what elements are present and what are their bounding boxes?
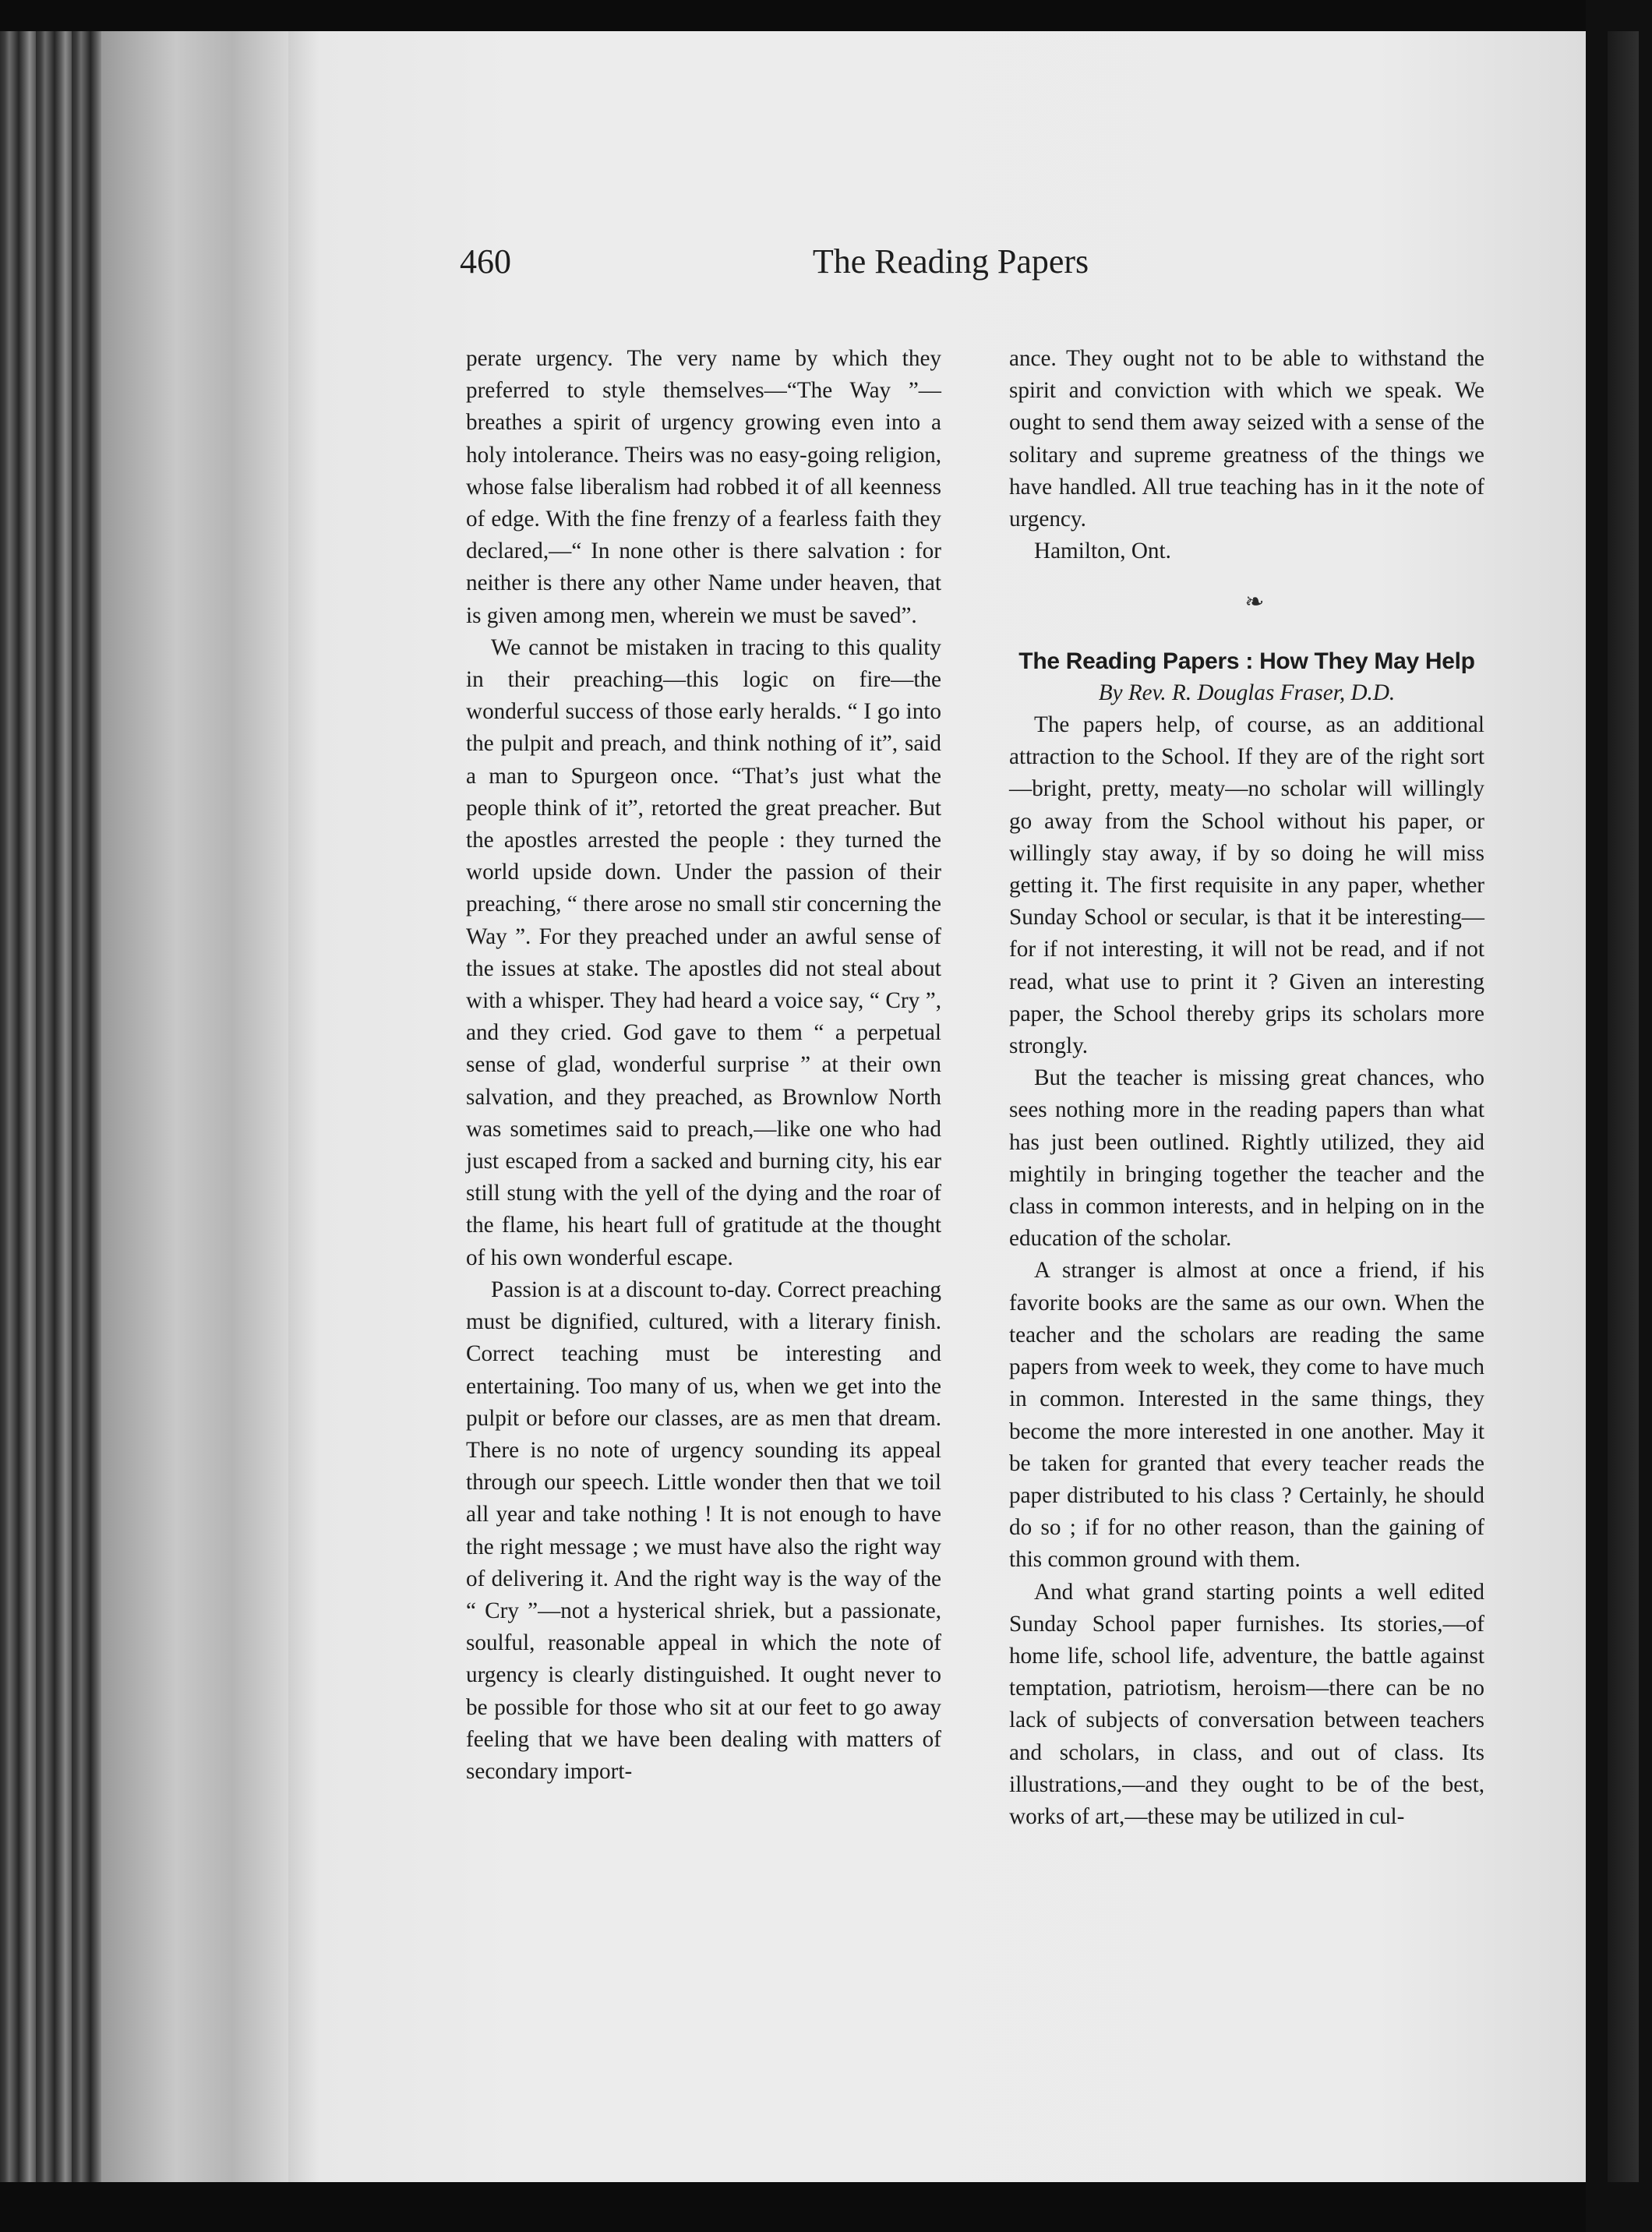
page-header	[460, 242, 1442, 296]
paragraph: Passion is at a discount to-day. Correct preaching must be dignified, cultured, with a literary finish. Correct teaching must be interesting and entertaining. Too many of us, when we get into the pulpit or before our classes, are as men that dream. There is no note of urgency sounding its appeal through our speech. Little wonder then that we toil all year and take nothing ! It is not enough to have the right message ; we must have also the right way of delivering it. And the right way is the way of the “ Cry ”—not a hysterical shriek, but a passionate, soulful, reasonable appeal in which the note of urgency is clearly distinguished. It ought never to be possible for those who sit at our feet to go away feeling that we have been dealing with matters of secondary import-	[466, 1277, 941, 1784]
paragraph: perate urgency. The very name by which they preferred to style themselves—“The Way ”—breathes a spirit of urgency growing even into a holy intolerance. Theirs was no easy-going religion, whose false liberalism had robbed it of all keenness of edge. With the fine frenzy of a fearless faith they declared,—“ In none other is there salvation : for neither is there any other Name under heaven, that is given among men, wherein we must be saved”.	[466, 346, 941, 628]
ornament-icon: ❧	[1244, 589, 1265, 616]
paragraph: A stranger is almost at once a friend, if his favorite books are the same as our own. When the teacher and the scholars are reading the same papers from week to week, they come to have much in common. Interested in the same things, they become the more interested in one another. May it be taken for granted that every teacher reads the paper distributed to his class ? Certainly, he should do so ; if for no other reason, than the gaining of this common ground with them.	[1009, 1258, 1484, 1573]
facing-page-edge	[1586, 0, 1652, 2232]
place-signature: Hamilton, Ont.	[1034, 539, 1171, 564]
paragraph: And what grand starting points a well edited Sunday School paper furnishes. Its stories,—of home life, school life, adventure, the battle against temptation, patriotism, heroism—there can be no lack of subjects of conversation between teachers and scholars, in class, and out of class. Its illustrations,—and they ought to be of the best, works of art,—these may be utilized in cul-	[1009, 1579, 1484, 1829]
paragraph: ance. They ought not to be able to withstand the spirit and conviction with which we speak. We ought to send them away seized with a sense of the solitary and supreme greatness of the things we have handled. All true teaching has in it the note of urgency.	[1009, 346, 1484, 532]
paragraph: We cannot be mistaken in tracing to this quality in their preaching—this logic on fire—the wonderful success of those early heralds. “ I go into the pulpit and preach, and think nothing of it”, said a man to Spurgeon once. “That’s just what the people think of it”, retorted the great preacher. But the apostles arrested the people : they turned the world upside down. Under the passion of their preaching, “ there arose no small stir concerning the Way ”. For they preached under an awful sense of the issues at stake. The apostles did not steal about with a whisper. They had heard a voice say, “ Cry ”, and they cried. God gave to them “ a perpetual sense of glad, wonderful surprise ” at their own salvation, and they preached, as Brownlow North was sometimes said to preach,—like one who had just escaped from a sacked and burning city, his ear still stung with the yell of the dying and the roar of the flame, his heart full of gratitude at the thought of his own wonderful escape.	[466, 634, 941, 1270]
book-page	[288, 31, 1586, 2182]
left-column	[466, 343, 941, 1788]
article-author: By Rev. R. Douglas Fraser, D.D.	[1098, 680, 1396, 705]
paragraph: But the teacher is missing great chances, who sees nothing more in the reading papers than what has just been outlined. Rightly utilized, they aid mightily in bringing together the teacher and the class in common interests, and in helping on in the education of the scholar.	[1009, 1065, 1484, 1252]
paragraph: The papers help, of course, as an additional attraction to the School. If they are of the right sort—bright, pretty, meaty—no scholar will willingly go away from the School without his paper, or willingly stay away, if by so doing he will miss getting it. The first requisite in any paper, whether Sunday School or secular, is that it be interesting—for if not interesting, it will not be read, and if not read, what use to print it ? Given an interesting paper, the School thereby grips its scholars more strongly.	[1009, 712, 1484, 1059]
page-number: 460	[460, 242, 511, 281]
book-page-edges	[0, 31, 288, 2182]
right-column	[1009, 343, 1484, 1833]
article-title: The Reading Papers : How They May Help	[1018, 648, 1475, 674]
running-title: The Reading Papers	[812, 242, 1089, 281]
